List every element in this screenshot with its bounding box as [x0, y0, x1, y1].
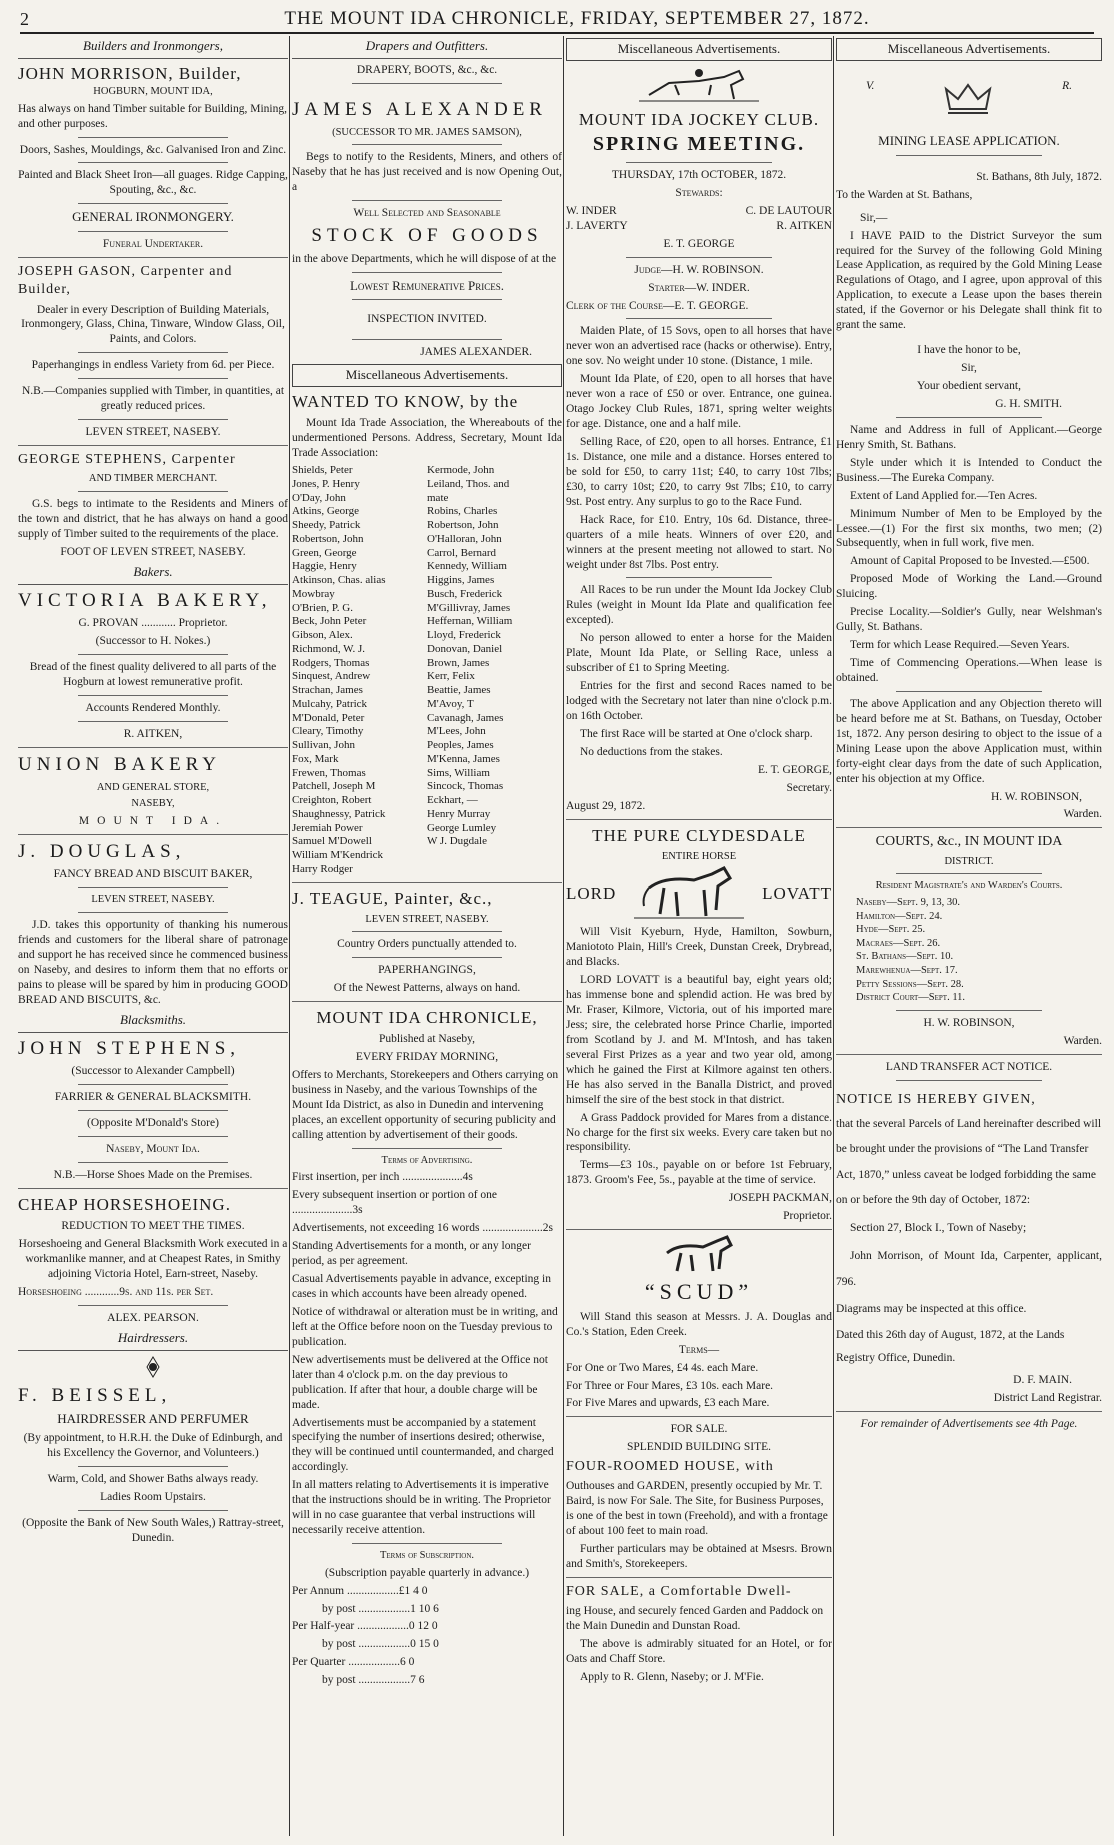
ad-j-stephens: JOHN STEPHENS, (Successor to Alexander Campbell) FARRIER & GENERAL BLACKSMITH. (Opposite M'Donald's Store) Naseby, Mount Ida. N.B.—Horse Shoes Made on the Premises. [18, 1037, 288, 1183]
ad-teague: J. TEAGUE, Painter, &c., LEVEN STREET, NASEBY. Country Orders punctually attended to. PAPERHANGINGS, Of the Newest Patterns, always on hand. [292, 888, 562, 997]
list-item: Henry Murray [427, 807, 491, 820]
ad-headline: FOUR-ROOMED HOUSE, with [566, 1459, 774, 1475]
ad-wanted-to-know: WANTED TO KNOW, by the Mount Ida Trade Association, the Whereabouts of the undermentioned Persons. Address, Secretary, Mount Ida Trade Association: Shields, Peter Jones, P. Henry O'Day, John Atkins, George Sheedy, Patrick Robertson, John Green, George Haggie, Henry Atkinson, Chas. alias Mowbray O'Brien, P. G. Beck, John Peter Gibson, Alex. Richmond, W. J. Rodgers, Thomas Sinquest, Andrew Strachan, James Mulcahy, Patrick M'Donald, Peter Cleary, Timothy Sullivan, John Fox, Mark Frewen, Thomas Patchell, Joseph M Creighton, Robert Shaughnessy, Patrick Jeremiah Power Samuel M'Dowell William M'Kendrick Harry Rodger Kermode, John Leiland, Thos. and mate Robins, Charles Robertson, John O'Halloran, John Carrol, Bernard Kennedy, William Higgins, James Busch, Frederick M'Gillivray, James Heffernan, William Lloyd, Frederick Donovan, Daniel Brown, James Kerr, Felix Beattie, James M'Avoy, T Cavanagh, James M'Lees, John Peoples, James M'Kenna, James Sims, William Sincock, Thomas Eckhart, — Henry Murray George Lumley W J. Dugdale [292, 392, 562, 875]
list-item: Sims, William [427, 766, 490, 779]
list-item: Sinquest, Andrew [292, 670, 371, 683]
footer-note: For remainder of Advertisements see 4th Page. [860, 1417, 1078, 1430]
list-item: William M'Kendrick [292, 849, 384, 862]
ad-alexander: JAMES ALEXANDER (SUCCESSOR TO MR. JAMES SAMSON), Begs to notify to the Residents, Miners, and others of Naseby that he has just received and is now Opening Out, a Well Selected and Seasonable STOCK OF GOODS in the above Departments, which he will dispose of at the Lowest Remunerative Prices. INSPECTION INVITED. JAMES ALEXANDER. [292, 98, 562, 359]
list-item: Fox, Mark [292, 752, 339, 765]
list-item: Eckhart, — [427, 794, 478, 807]
ad-gason: JOSEPH GASON, Carpenter and Builder, Dealer in every Description of Building Materials, Ironmongery, Glass, China, Tinware, Window Glass, Oil, Paints, and Colors. Paperhangings in endless Variety from 6d. per Piece. N.B.—Companies supplied with Timber, in quantities, at greatly reduced prices. LEVEN STREET, NASEBY. [18, 263, 288, 440]
clydesdale-horse-icon [634, 866, 744, 922]
list-item: Peoples, James [427, 739, 494, 752]
crown-crest-icon [938, 79, 998, 119]
list-item: Robertson, John [427, 519, 499, 532]
advertiser-name: CHEAP HORSESHOEING. [18, 1194, 231, 1214]
list-item: Beck, John Peter [292, 615, 367, 628]
list-item: Carrol, Bernard [427, 546, 497, 559]
advertiser-name: J. DOUGLAS, [18, 840, 186, 862]
list-item: M'Lees, John [427, 725, 486, 738]
list-item: W J. Dugdale [427, 835, 487, 848]
list-item: George Lumley [427, 821, 497, 834]
list-item: O'Brien, P. G. [292, 601, 353, 614]
ad-headline: LAND TRANSFER ACT NOTICE. [885, 1060, 1053, 1073]
list-item: Jeremiah Power [292, 821, 363, 834]
ad-for-sale-building-site: FOR SALE. SPLENDID BUILDING SITE. FOUR-ROOMED HOUSE, with Outhouses and GARDEN, presently occupied by Mr. T. Baird, is now For Sale. The Site, for Business Purposes, is one of the best in town (Freehold), and with a frontage of about 100 feet to main road. Further particulars may be obtained at Msesrs. Brown and Smith's, Storekeepers. [566, 1423, 832, 1571]
list-item: Mowbray [292, 587, 335, 600]
section-heading-drapers: Drapers and Outfitters. [292, 38, 562, 59]
section-heading-blacksmiths: Blacksmiths. [18, 1012, 288, 1033]
missing-persons-list [292, 464, 562, 877]
list-item: Macraes—Sept. 26. [856, 937, 941, 949]
royal-crest: V. R. [836, 65, 1102, 129]
list-item: Gibson, Alex. [292, 629, 353, 642]
section-heading-bakers: Bakers. [18, 564, 288, 585]
list-item: Richmond, W. J. [292, 642, 366, 655]
list-item: Hamilton—Sept. 24. [856, 910, 943, 922]
section-heading-misc: Miscellaneous Advertisements. [292, 364, 562, 387]
list-item: Creighton, Robert [292, 794, 372, 807]
list-item: M'Donald, Peter [292, 711, 365, 724]
list-item: Rodgers, Thomas [292, 656, 370, 669]
page-title: THE MOUNT IDA CHRONICLE, FRIDAY, SEPTEMBER 27, 1872. [284, 8, 870, 29]
list-item: Harry Rodger [292, 862, 353, 875]
list-item: M'Gillivray, James [427, 601, 511, 614]
ad-headline: THE PURE CLYDESDALE [592, 825, 806, 845]
ad-scud: “SCUD” Will Stand this season at Messrs. J. A. Douglas and Co.'s Station, Eden Creek. Terms— For One or Two Mares, £4 4s. each Mare. For Three or Four Mares, £3 10s. each Mare. For Five Mares and upwards, £3 each Mare. [566, 1235, 832, 1411]
advertiser-name: JOHN STEPHENS, [18, 1037, 241, 1059]
list-item: Sheedy, Patrick [292, 519, 361, 532]
list-item: Higgins, James [427, 574, 495, 587]
masthead [20, 6, 1094, 34]
list-item: St. Bathans—Sept. 10. [856, 951, 954, 963]
advertiser-name: J. TEAGUE, Painter, &c., [292, 888, 493, 908]
racehorse-icon [639, 65, 759, 105]
list-item: Haggie, Henry [292, 560, 357, 573]
list-item: Naseby—Sept. 9, 13, 30. [856, 896, 960, 908]
court-schedule [836, 896, 1102, 1005]
list-item: Leiland, Thos. and [427, 477, 510, 490]
ad-beissel: F. BEISSEL, HAIRDRESSER AND PERFUMER (By appointment, to H.R.H. the Duke of Edinburgh, and his Excellency the Governor, and Volunteers.) Warm, Cold, and Shower Baths always ready. Ladies Room Upstairs. (Opposite the Bank of New South Wales,) Rattray-street, Dunedin. [18, 1355, 288, 1546]
list-item: Mulcahy, Patrick [292, 697, 368, 710]
emblem-icon [123, 1355, 183, 1381]
column-3 [566, 36, 832, 1836]
list-item: O'Halloran, John [427, 532, 502, 545]
list-item: Kermode, John [427, 464, 495, 477]
advertiser-name: VICTORIA BAKERY, [18, 589, 272, 611]
ad-courts: COURTS, &c., IN MOUNT IDA DISTRICT. Resident Magistrate's and Warden's Courts. Naseby—Sept. 9, 13, 30. Hamilton—Sept. 24. Hyde—Sept. 25. Macraes—Sept. 26. St. Bathans—Sept. 10. Marewhenua—Sept. 17. Petty Sessions—Sept. 28. District Court—Sept. 11. H. W. ROBINSON, Warden. [836, 833, 1102, 1048]
list-item: Busch, Frederick [427, 587, 503, 600]
list-item: Hyde—Sept. 25. [856, 924, 926, 936]
list-item: Robins, Charles [427, 505, 498, 518]
list-item: Heffernan, William [427, 615, 513, 628]
page-number: 2 [20, 8, 29, 29]
list-item: Samuel M'Dowell [292, 835, 372, 848]
ad-chronicle: MOUNT IDA CHRONICLE, Published at Naseby, EVERY FRIDAY MORNING, Offers to Merchants, Storekeepers and Others carrying on business in Naseby, and the various Townships of the Mount Ida District, as also in Dunedin and intervening places, an excellent opportunity of securing publicity and calling attention by advertisement of their goods. Terms of Advertising. First insertion, per inch .....................4s Every subsequent insertion or portion of one .....................3s Advertisements, not exceeding 16 words .....................2s Standing Advertisements for a month, or any longer period, as per agreement. Casual Advertisements payable in advance, excepting in cases in which accounts have been already opened. Notice of withdrawal or alteration must be in writing, and left at the Office before noon on the Tuesday previous to publication. New advertisements must be delivered at the Office not later than 4 o'clock p.m. on the day previous to publication. If after that hour, a double charge will be made. Advertisements must be accompanied by a statement specifying the number of insertions desired; otherwise, they will be continued until countermanded, and charged accordingly. In all matters relating to Advertisements it is imperative that the instructions should be in writing. The Proprietor will in no case guarantee that verbal instructions will necessarily receive attention. Terms of Subscription. (Subscription payable quarterly in advance.) Per Annum ..................£1 4 0 by post ..................1 10 6 Per Half-year ..................0 12 0 by post ..................0 15 0 Per Quarter ..................6 0 by post ..................7 6 [292, 1007, 562, 1688]
list-item: mate [427, 491, 449, 504]
names-left [292, 464, 427, 877]
section-heading-misc: Miscellaneous Advertisements. [566, 38, 832, 61]
ad-jockey-club: MOUNT IDA JOCKEY CLUB. SPRING MEETING. THURSDAY, 17th OCTOBER, 1872. Stewards: W. INDER C. DE LAUTOUR J. LAVERTY R. AITKEN E. T. GEORGE Judge—H. W. ROBINSON. Starter—W. INDER. Clerk of the Course—E. T. GEORGE. Maiden Plate, of 15 Sovs, open to all horses that have never won an advertised race (hacks or otherwise). Entry, one sov. No weight under 10 stone. (Distance, 1 mile. Mount Ida Plate, of £20, open to all horses that have never won a race of £50 or over. Entrance, one guinea. Otago Jockey Club Rules, 1871, spring welter weights for age. Distance, one and a half mile. Selling Race, of £20, open to all horses. Entrance, £1 1s. Distance, one mile and a distance. Horses entered to be sold for £50, to carry 11st; £40, to carry 10st 7lbs; £30, to carry 10st; £20, to carry 9st 7lbs; £10, to carry 9st. Post entry. Any surplus to go to the Race Fund. Hack Race, for £10. Entry, 10s 6d. Distance, three-quarters of a mile heats. Winners of over £20, and winners at the present meeting not allowed to start. No weight under 8st 7lbs. Post entry. All Races to be run under the Mount Ida Jockey Club Rules (weight in Mount Ida Plate and qualification fee excepted). No person allowed to enter a horse for the Maiden Plate, Mount Ida Plate, or Selling Race, unless a subscriber of £1 to Spring Meeting. Entries for the first and second Races named to be lodged with the Secretary not later than nine o'clock p.m. on 16th October. The first Race will be started at One o'clock sharp. No deductions from the stakes. E. T. GEORGE, Secretary. August 29, 1872. [566, 109, 832, 812]
advertiser-name: GEORGE STEPHENS, Carpenter [18, 452, 236, 468]
column-2: Drapers and Outfitters. DRAPERY, BOOTS, &c., &c. JAMES ALEXANDER (SUCCESSOR TO MR. JAMES SAMSON), Begs to notify to the Residents, Miners, and others of Naseby that he has just received and is now Opening Out, a Well Selected and Seasonable STOCK OF GOODS in the above Departments, which he will dispose of at the Lowest Remunerative Prices. INSPECTION INVITED. JAMES ALEXANDER. Miscellaneous Advertisements. WANTED TO KNOW, by the Mount Ida Trade Association, the Whereabouts of the undermentioned Persons. Address, Secretary, Mount Ida Trade Association: Shields, Peter Jones, P. Henry O'Day, John Atkins, George Sheedy, Patrick Robertson, John Green, George Haggie, Henry Atkinson, Chas. alias Mowbray O'Brien, P. G. Beck, John Peter Gibson, Alex. Richmond, W. J. Rodgers, Thomas Sinquest, Andrew Strachan, James Mulcahy, Patrick M'Donald, Peter Cleary, Timothy Sullivan, John Fox, Mark Frewen, Thomas Patchell, Joseph M Creighton, Robert Shaughnessy, Patrick Jeremiah Power Samuel M'Dowell William M'Kendrick Harry Rodger Kermode, John Leiland, Thos. and mate Robins, Charles Robertson, John O'Halloran, John Carrol, Bernard Kennedy, William Higgins, James Busch, Frederick M'Gillivray, James Heffernan, William Lloyd, Frederick Donovan, Daniel Brown, James Kerr, Felix Beattie, James M'Avoy, T Cavanagh, James M'Lees, John Peoples, James M'Kenna, James Sims, William Sincock, Thomas Eckhart, — Henry Murray George Lumley W J. Dugdale J. TEAGUE, Painter, &c., LEVEN STREET, NASEBY. Country Orders punctually attended to. PAPERHANGINGS, Of the Newest Patterns, always on hand. MOUNT IDA CHRONICLE, Published at Naseby, EVERY FRIDAY MORNING, Offers to Merchants, Storekeepers and Others carrying on business in Naseby, and the various Townships of the Mount Ida District, as also in Dunedin and intervening places, an excellent opportunity of securing publicity and calling attention by advertisement of their goods. Terms of Advertising. First insertion, per inch .....................4s Every subsequent insertion or portion of one .....................3s Advertisements, not exceeding 16 words .....................2s Standing Advertisements for a month, or any longer period, as per agreement. Casual Advertisements payable in advance, excepting in cases in which accounts have been already opened. Notice of withdrawal or alteration must be in writing, and left at the Office before noon on the Tuesday previous to publication. New advertisements must be delivered at the Office not later than 4 o'clock p.m. on the day previous to publication. If after that hour, a double charge will be made. Advertisements must be accompanied by a statement specifying the number of insertions desired; otherwise, they will be continued until countermanded, and charged accordingly. In all matters relating to Advertisements it is imperative that the instructions should be in writing. The Proprietor will in no case guarantee that verbal instructions will necessarily receive attention. Terms of Subscription. (Subscription payable quarterly in advance.) Per Annum ..................£1 4 0 by post ..................1 10 6 Per Half-year ..................0 12 0 by post ..................0 15 0 Per Quarter ..................6 0 by post ..................7 6 [292, 38, 562, 1687]
ad-morrison: JOHN MORRISON, Builder, HOGBURN, MOUNT IDA, Has always on hand Timber suitable for Building, Mining, and other purposes. Doors, Sashes, Mouldings, &c. Galvanised Iron and Zinc. Painted and Black Sheet Iron—all guages. Ridge Capping, Spouting, &c., &c. GENERAL IRONMONGERY. Funeral Undertaker. [18, 63, 288, 251]
list-item: Brown, James [427, 656, 490, 669]
list-item: Petty Sessions—Sept. 28. [856, 978, 964, 990]
list-item: Frewen, Thomas [292, 766, 366, 779]
ad-headline: WANTED TO KNOW, by the [292, 392, 519, 412]
list-item: Lloyd, Frederick [427, 629, 501, 642]
list-item: Kennedy, William [427, 560, 507, 573]
list-item: Strachan, James [292, 684, 363, 697]
list-item: Shaughnessy, Patrick [292, 807, 386, 820]
list-item: Beattie, James [427, 684, 491, 697]
list-item: M'Kenna, James [427, 752, 500, 765]
column-1 [18, 36, 288, 1836]
ad-for-sale-dwelling: FOR SALE, a Comfortable Dwell- ing House, and securely fenced Garden and Paddock on the Main Dunedin and Dunstan Road. The above is admirably situated for an Hotel, or for Oats and Chaff Store. Apply to R. Glenn, Naseby; or J. M'Fie. [566, 1584, 832, 1683]
ad-headline: MOUNT IDA JOCKEY CLUB. [578, 109, 820, 129]
list-item: Green, George [292, 546, 357, 559]
names-right [427, 464, 562, 877]
ad-mining-lease: MINING LEASE APPLICATION. St. Bathans, 8th July, 1872. To the Warden at St. Bathans, Sir,— I HAVE PAID to the District Surveyor the sum required for the Survey of the following Gold Mining Lease Application, as required by the Gold Mining Lease Regulations of Otago, and I agree, upon approval of this Application, to execute a Lease upon the bases therein stated, if the Governor or his Delegate shall think fit to grant the same. I have the honor to be, Sir, Your obedient servant, G. H. SMITH. Name and Address in full of Applicant.—George Henry Smith, St. Bathans. Style under which it is Intended to Conduct the Business.—The Eureka Company. Extent of Land Applied for.—Ten Acres. Minimum Number of Men to be Employed by the Lessee.—(1) For the first six months, two men; (2) Subsequently, when in full work, five men. Amount of Capital Proposed to be Invested.—£500. Proposed Mode of Working the Land.—Ground Sluicing. Precise Locality.—Soldier's Gully, near Welshman's Gully, St. Bathans. Term for which Lease Required.—Seven Years. Time of Commencing Operations.—When lease is obtained. The above Application and any Objection thereto will be heard before me at St. Bathans, on Tuesday, October 1st, 1872. Any person desiring to object to the issue of a Mining Lease upon the above Application must, within forty-eight clear days from the date of such Application, enter his objection at my Office. H. W. ROBINSON, Warden. [836, 132, 1102, 821]
column-4 [836, 36, 1102, 1836]
section-heading-hairdressers: Hairdressers. [18, 1330, 288, 1351]
section-heading-builders: Builders and Ironmongers, [18, 38, 288, 59]
section-heading-misc: Miscellaneous Advertisements. [836, 38, 1102, 61]
list-item: Atkins, George [292, 505, 360, 518]
list-item: Cavanagh, James [427, 711, 504, 724]
advertiser-name: MOUNT IDA CHRONICLE, [316, 1008, 538, 1028]
list-item: Sincock, Thomas [427, 780, 504, 793]
ad-victoria-bakery: VICTORIA BAKERY, G. PROVAN ............ Proprietor. (Successor to H. Nokes.) Bread of the finest quality delivered to all parts of the Hogburn at lowest remunerative profit. Accounts Rendered Monthly. R. AITKEN, [18, 589, 288, 742]
list-item: Marewhenua—Sept. 17. [856, 965, 958, 977]
ad-douglas: J. DOUGLAS, FANCY BREAD AND BISCUIT BAKER, LEVEN STREET, NASEBY. J.D. takes this opportunity of thanking his numerous friends and customers for the liberal share of patronage and support he has received since he commenced business on Naseby, and desires to inform them that no efforts or pains to please will be spared by him in producing GOOD BREAD AND BISCUITS, &c. [18, 840, 288, 1006]
advertiser-name: UNION BAKERY [18, 753, 222, 775]
ad-union-bakery: UNION BAKERY AND GENERAL STORE, NASEBY, MOUNT IDA. [18, 753, 288, 829]
list-item: Robertson, John [292, 532, 364, 545]
ad-lord-lovatt: THE PURE CLYDESDALE ENTIRE HORSE LORD LOVATT Will Visit Kyeburn, Hyde, Hamilton, Sowburn, Maniototo Plain, Hill's Creek, Dunstan Creek, Drybread, and Blacks. LORD LOVATT is a beautiful bay, eight years old; has immense bone and splendid action. He was bred by Mr. Fraser, Kilmore, Victoria, out of his imported mare Jess; sire, the celebrated horse Prince Charlie, imported from Scotland by J. and M. M'Intosh, and has taken several First Prizes as a year and two year old, among which he gained the First at Kilmore against ten others. He has also served in the Banalla District, and proved himself the sire of the best stock in that district. A Grass Paddock provided for Mares from a distance. No charge for the first six weeks. Every care taken but no responsibility. Terms—£3 10s., payable on or before 1st February, 1873. Groom's Fee, 5s., payable at the time of service. JOSEPH PACKMAN, Proprietor. [566, 825, 832, 1223]
advertiser-name: F. BEISSEL, [18, 1384, 172, 1406]
ad-headline: FOR SALE, a Comfortable Dwell- [566, 1584, 792, 1600]
list-item: Jones, P. Henry [292, 477, 360, 490]
ad-headline: MINING LEASE APPLICATION. [878, 132, 1060, 148]
list-item: O'Day, John [292, 491, 346, 504]
list-item: M'Avoy, T [427, 697, 474, 710]
list-item: District Court—Sept. 11. [856, 992, 966, 1004]
ad-cheap-horseshoeing: CHEAP HORSESHOEING. REDUCTION TO MEET THE TIMES. Horseshoeing and General Blacksmith Work executed in a workmanlike manner, and at Cheapest Rates, in Smithy adjoining Victoria Hotel, Earn-street, Naseby. Horseshoeing ............9s. and 11s. per Set. ALEX. PEARSON. [18, 1194, 288, 1324]
ad-headline: “SCUD” [644, 1279, 754, 1305]
list-item: Sullivan, John [292, 739, 355, 752]
list-item: Patchell, Joseph M [292, 780, 376, 793]
list-item: Shields, Peter [292, 464, 353, 477]
advertiser-name: JOSEPH GASON, Carpenter and Builder, [18, 264, 233, 298]
ad-g-stephens: GEORGE STEPHENS, Carpenter AND TIMBER MERCHANT. G.S. begs to intimate to the Residents and Miners of the town and district, that he has always on hand a good supply of Timber suited to the requirements of the place. FOOT OF LEVEN STREET, NASEBY. [18, 452, 288, 558]
ad-headline: COURTS, &c., IN MOUNT IDA [875, 834, 1063, 850]
list-item: Kerr, Felix [427, 670, 475, 683]
advertiser-name: JOHN MORRISON, Builder, [18, 63, 242, 83]
advertiser-name: JAMES ALEXANDER [292, 98, 547, 120]
ad-land-transfer: LAND TRANSFER ACT NOTICE. NOTICE IS HEREBY GIVEN, that the several Parcels of Land hereinafter described will be brought under the provisions of “The Land Transfer Act, 1870,” unless caveat be lodged forbidding the same on or before the 9th day of October, 1872: Section 27, Block I., Town of Naseby; John Morrison, of Mount Ida, Carpenter, applicant, 796. Diagrams may be inspected at this office. Dated this 26th day of August, 1872, at the Lands Registry Office, Dunedin. D. F. MAIN. District Land Registrar. [836, 1060, 1102, 1405]
list-item: Cleary, Timothy [292, 725, 364, 738]
list-item: Donovan, Daniel [427, 642, 503, 655]
horse-icon [659, 1235, 739, 1275]
list-item: Atkinson, Chas. alias [292, 574, 386, 587]
